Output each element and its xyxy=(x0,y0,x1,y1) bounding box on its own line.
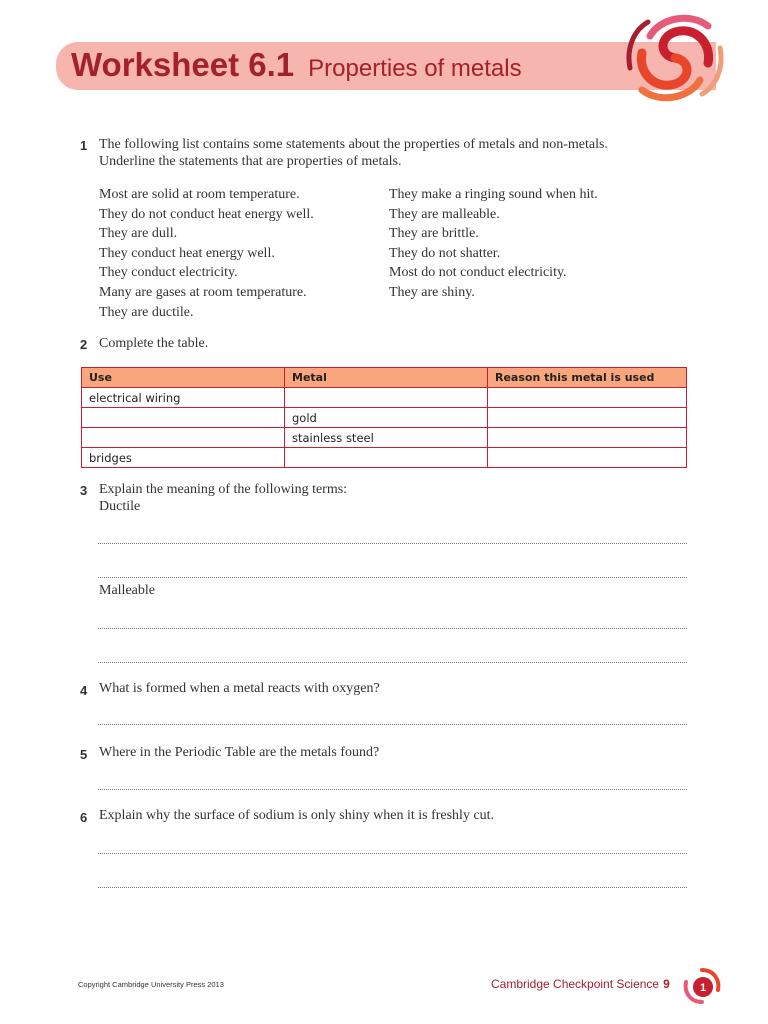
question-2-text: Complete the table. xyxy=(99,336,209,351)
page-title xyxy=(71,42,522,90)
table-cell[interactable] xyxy=(285,448,488,468)
statement-list-left xyxy=(99,185,314,322)
table-row xyxy=(82,448,687,468)
question-5-text: Where in the Periodic Table are the metals found? xyxy=(99,745,380,760)
statement-list-right xyxy=(389,185,598,303)
series-level: 9 xyxy=(663,977,670,991)
copyright-notice: Copyright Cambridge University Press 2013 xyxy=(78,980,224,989)
question-1-number: 1 xyxy=(80,138,88,153)
page-number-badge xyxy=(682,966,722,1006)
answer-line[interactable] xyxy=(98,543,687,544)
answer-line[interactable] xyxy=(98,662,687,663)
metals-table xyxy=(81,367,687,468)
page-number: 1 xyxy=(699,982,707,994)
statement[interactable]: They conduct electricity. xyxy=(99,265,238,281)
answer-line[interactable] xyxy=(98,628,687,629)
statement[interactable]: They do not conduct heat energy well. xyxy=(99,206,314,222)
statement[interactable]: They are shiny. xyxy=(389,284,475,300)
statement[interactable]: They are brittle. xyxy=(389,226,479,242)
series-title xyxy=(491,977,670,991)
table-row xyxy=(82,428,687,448)
question-4-text: What is formed when a metal reacts with oxygen? xyxy=(99,681,380,696)
question-6-text: Explain why the surface of sodium is only shiny when it is freshly cut. xyxy=(99,808,495,823)
question-4-number: 4 xyxy=(80,683,88,698)
worksheet-subtitle: Properties of metals xyxy=(308,55,522,82)
table-cell[interactable] xyxy=(488,428,687,448)
question-1-text xyxy=(99,136,608,170)
question-1-line: Underline the statements that are properties of metals. xyxy=(99,154,402,169)
table-cell[interactable]: gold xyxy=(285,408,488,428)
term-malleable: Malleable xyxy=(99,583,155,598)
statement[interactable]: They conduct heat energy well. xyxy=(99,245,275,261)
column-header-use: Use xyxy=(82,368,285,388)
statement[interactable]: They are malleable. xyxy=(389,206,500,222)
term-ductile: Ductile xyxy=(99,499,141,514)
statement[interactable]: They are dull. xyxy=(99,226,178,242)
table-header-row xyxy=(82,368,687,388)
table-cell[interactable] xyxy=(82,408,285,428)
column-header-reason: Reason this metal is used xyxy=(488,368,687,388)
worksheet-number: Worksheet 6.1 xyxy=(71,46,295,83)
question-2-number: 2 xyxy=(80,337,88,352)
table-row xyxy=(82,408,687,428)
question-1-line: The following list contains some statements about the properties of metals and non-metals. xyxy=(99,137,608,152)
table-cell[interactable] xyxy=(285,388,488,408)
series-name: Cambridge Checkpoint Science xyxy=(491,977,660,991)
column-header-metal: Metal xyxy=(285,368,488,388)
statement[interactable]: They do not shatter. xyxy=(389,245,501,261)
statement[interactable]: They make a ringing sound when hit. xyxy=(389,187,598,202)
statement[interactable]: They are ductile. xyxy=(99,304,194,320)
statement[interactable]: Many are gases at room temperature. xyxy=(99,284,307,300)
answer-line[interactable] xyxy=(98,789,687,790)
table-cell[interactable]: electrical wiring xyxy=(82,388,285,408)
statement[interactable]: Most do not conduct electricity. xyxy=(389,265,567,281)
question-6-number: 6 xyxy=(80,810,88,825)
statement[interactable]: Most are solid at room temperature. xyxy=(99,187,300,202)
table-cell[interactable] xyxy=(82,428,285,448)
table-cell[interactable] xyxy=(488,388,687,408)
question-5-number: 5 xyxy=(80,747,88,762)
swirl-logo-icon xyxy=(620,8,730,108)
table-cell[interactable] xyxy=(488,448,687,468)
table-cell[interactable]: stainless steel xyxy=(285,428,488,448)
table-cell[interactable] xyxy=(488,408,687,428)
answer-line[interactable] xyxy=(98,853,687,854)
answer-line[interactable] xyxy=(98,577,687,578)
question-3-prompt: Explain the meaning of the following terms: xyxy=(99,482,348,497)
table-row xyxy=(82,388,687,408)
question-3-number: 3 xyxy=(80,483,88,498)
answer-line[interactable] xyxy=(98,724,687,725)
answer-line[interactable] xyxy=(98,887,687,888)
question-3-text xyxy=(99,481,347,515)
table-cell[interactable]: bridges xyxy=(82,448,285,468)
